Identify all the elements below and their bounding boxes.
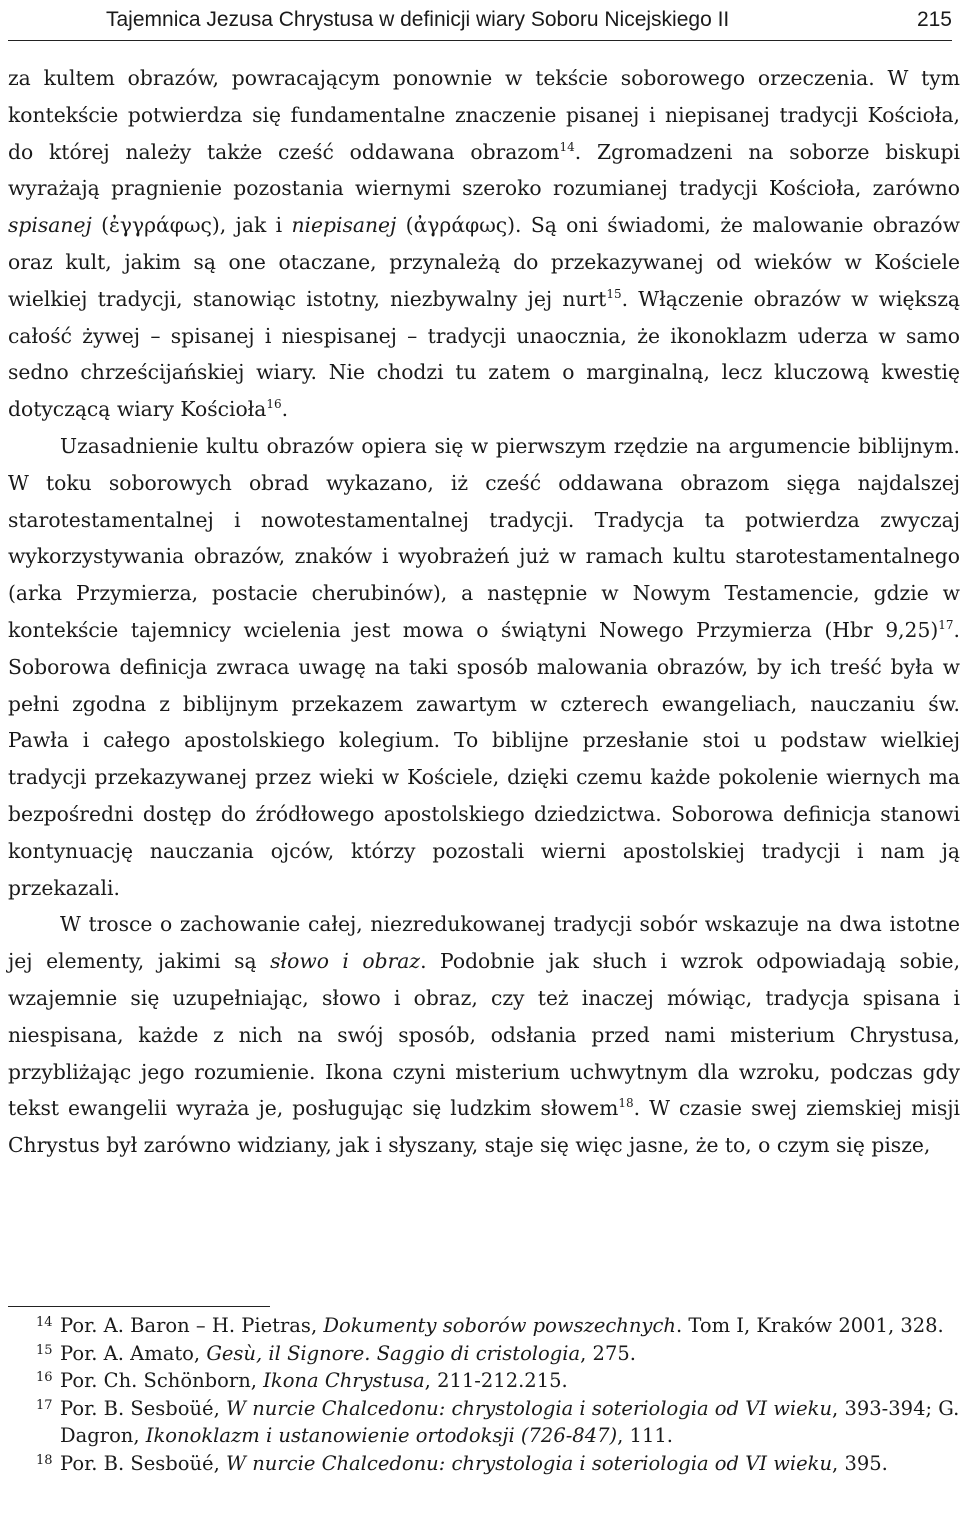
- citation-title: W nurcie Chalcedonu: chrystologia i soteriologia od VI wieku: [226, 1451, 833, 1475]
- footnote-number: 17: [36, 1397, 53, 1413]
- text-run: Por. A. Amato,: [60, 1341, 207, 1365]
- running-header: [8, 0, 952, 32]
- text-run: (ἐγγράφως), jak i: [91, 213, 292, 238]
- footnote-text: [60, 1340, 960, 1368]
- paragraph: [8, 60, 960, 428]
- citation-title: Ikona Chrystusa: [263, 1369, 425, 1393]
- footnote: [8, 1450, 960, 1478]
- footnote-ref[interactable]: 15: [606, 287, 622, 302]
- footnote-text: [60, 1367, 960, 1395]
- footnote-ref[interactable]: 17: [938, 618, 954, 633]
- citation-title: Gesù, il Signore. Saggio di cristologia: [206, 1341, 581, 1365]
- page-number: 215: [916, 8, 952, 31]
- footnote: [8, 1395, 960, 1450]
- text-run: . Soborowa definicja zwraca uwagę na taki sposób malowania obrazów, by ich treść była w pełni zgodna z biblijnym przekazem zawartym w czterech ewangeliach, nauczaniu św. Pawła i całego apostolskiego kolegium. To biblijne przesłanie stoi u podstaw wielkiej tradycji przekazywanej przez wieki w Kościele, dzięki czemu każde pokolenie wiernych ma bezpośredni dostęp do źródłowego apostolskiego dziedzictwa. Soborowa definicja stanowi kontynuację nauczania ojców, którzy pozostali wierni apostolskiej tradycji i nam ją przekazali.: [8, 617, 960, 900]
- emphasis: słowo i obraz: [270, 949, 421, 974]
- text-run: . Zgromadzeni na soborze biskupi wyrażają pragnienie pozostania wiernymi szeroko rozumianej tradycji Kościoła, zarówno: [8, 139, 960, 201]
- text-run: .: [281, 397, 289, 422]
- paragraph: [8, 428, 960, 906]
- citation-title: Dokumenty soborów powszechnych: [323, 1314, 676, 1337]
- text-run: Por. A. Baron – H. Pietras,: [60, 1314, 324, 1337]
- footnote: [8, 1367, 960, 1395]
- text-run: , 393-394; G. Dagron,: [60, 1396, 960, 1448]
- text-run: , 275.: [580, 1341, 636, 1365]
- footnote-text: [60, 1312, 960, 1340]
- footnote-text: [60, 1450, 960, 1478]
- emphasis: niepisanej: [291, 213, 397, 238]
- emphasis: spisanej: [8, 213, 92, 238]
- header-rule: [8, 40, 952, 41]
- footnote-ref[interactable]: 18: [618, 1096, 634, 1111]
- citation-title: W nurcie Chalcedonu: chrystologia i soteriologia od VI wieku: [226, 1396, 833, 1420]
- paragraph: [8, 906, 960, 1164]
- footnote-text: [60, 1395, 960, 1450]
- text-run: , 111.: [617, 1424, 673, 1448]
- text-run: Uzasadnienie kultu obrazów opiera się w pierwszym rzędzie na argumencie biblijnym. W toku soborowych obrad wykazano, iż cześć oddawana obrazom sięga najdalszej starotestamentalnej i nowotestamentalnej tradycji. Tradycja ta potwierdza zwyczaj wykorzystywania obrazów, znaków i wyobrażeń już w ramach kultu starotestamentalnego (arka Przymierza, postacie cherubinów), a następnie w Nowym Testamencie, gdzie w kontekście tajemnicy wcielenia jest mowa o świątyni Nowego Przymierza (Hbr 9,25): [8, 433, 960, 642]
- footnote-ref[interactable]: 14: [559, 139, 575, 154]
- footnote-number: 18: [36, 1452, 53, 1468]
- text-run: , 395.: [832, 1451, 888, 1475]
- text-run: . Włączenie obrazów w większą całość żywej – spisanej i niespisanej – tradycji unaocznia, że ikonoklazm uderza w samo sedno chrześcijańskiej wiary. Nie chodzi tu zatem o marginalną, lecz kluczową kwestię dotyczącą wiary Kościoła: [8, 286, 960, 422]
- text-run: (ἀγράφως). Są oni świadomi, że malowanie obrazów oraz kult, jakim są one otaczane, przynależą do przekazywanej od wieków w Kościele wielkiej tradycji, stanowiąc istotny, niezbywalny jej nurt: [8, 213, 960, 311]
- footnotes: [8, 1312, 960, 1478]
- footnote-number: 15: [36, 1342, 53, 1358]
- text-run: Por. Ch. Schönborn,: [60, 1369, 264, 1393]
- footnotes-rule: [8, 1306, 270, 1307]
- footnote-number: 14: [36, 1315, 53, 1330]
- footnote-number: 16: [36, 1370, 53, 1386]
- body-text: [8, 60, 960, 1164]
- footnote: [8, 1312, 960, 1340]
- citation-title: Ikonoklazm i ustanowienie ortodoksji (726-847): [145, 1424, 618, 1448]
- footnote-ref[interactable]: 16: [266, 397, 282, 412]
- text-run: . W czasie swej ziemskiej misji Chrystus był zarówno widziany, jak i słyszany, staje się więc jasne, że to, o czym się pisze,: [8, 1096, 960, 1158]
- text-run: W trosce o zachowanie całej, niezredukowanej tradycji sobór wskazuje na dwa istotne jej elementy, jakimi są: [8, 912, 960, 974]
- footnote: [8, 1340, 960, 1368]
- running-title: Tajemnica Jezusa Chrystusa w definicji wiary Soboru Nicejskiego II: [106, 8, 730, 31]
- text-run: . Podobnie jak słuch i wzrok odpowiadają sobie, wzajemnie się uzupełniając, słowo i obraz, czy też inaczej mówiąc, tradycja spisana i niespisana, każde z nich na swój sposób, odsłania przed nami misterium Chrystusa, przybliżając jego rozumienie. Ikona czyni misterium uchwytnym dla wzroku, podczas gdy tekst ewangelii wyraża je, posługując się ludzkim słowem: [8, 949, 960, 1121]
- text-run: , 211-212.215.: [424, 1369, 568, 1393]
- text-run: Por. B. Sesboüé,: [60, 1396, 226, 1420]
- text-run: Por. B. Sesboüé,: [60, 1451, 226, 1475]
- text-run: za kultem obrazów, powracającym ponownie w tekście soborowego orzeczenia. W tym kontekście potwierdza się fundamentalne znaczenie pisanej i niepisanej tradycji Kościoła, do której należy także cześć oddawana obrazom: [8, 66, 960, 164]
- text-run: . Tom I, Kraków 2001, 328.: [675, 1314, 944, 1337]
